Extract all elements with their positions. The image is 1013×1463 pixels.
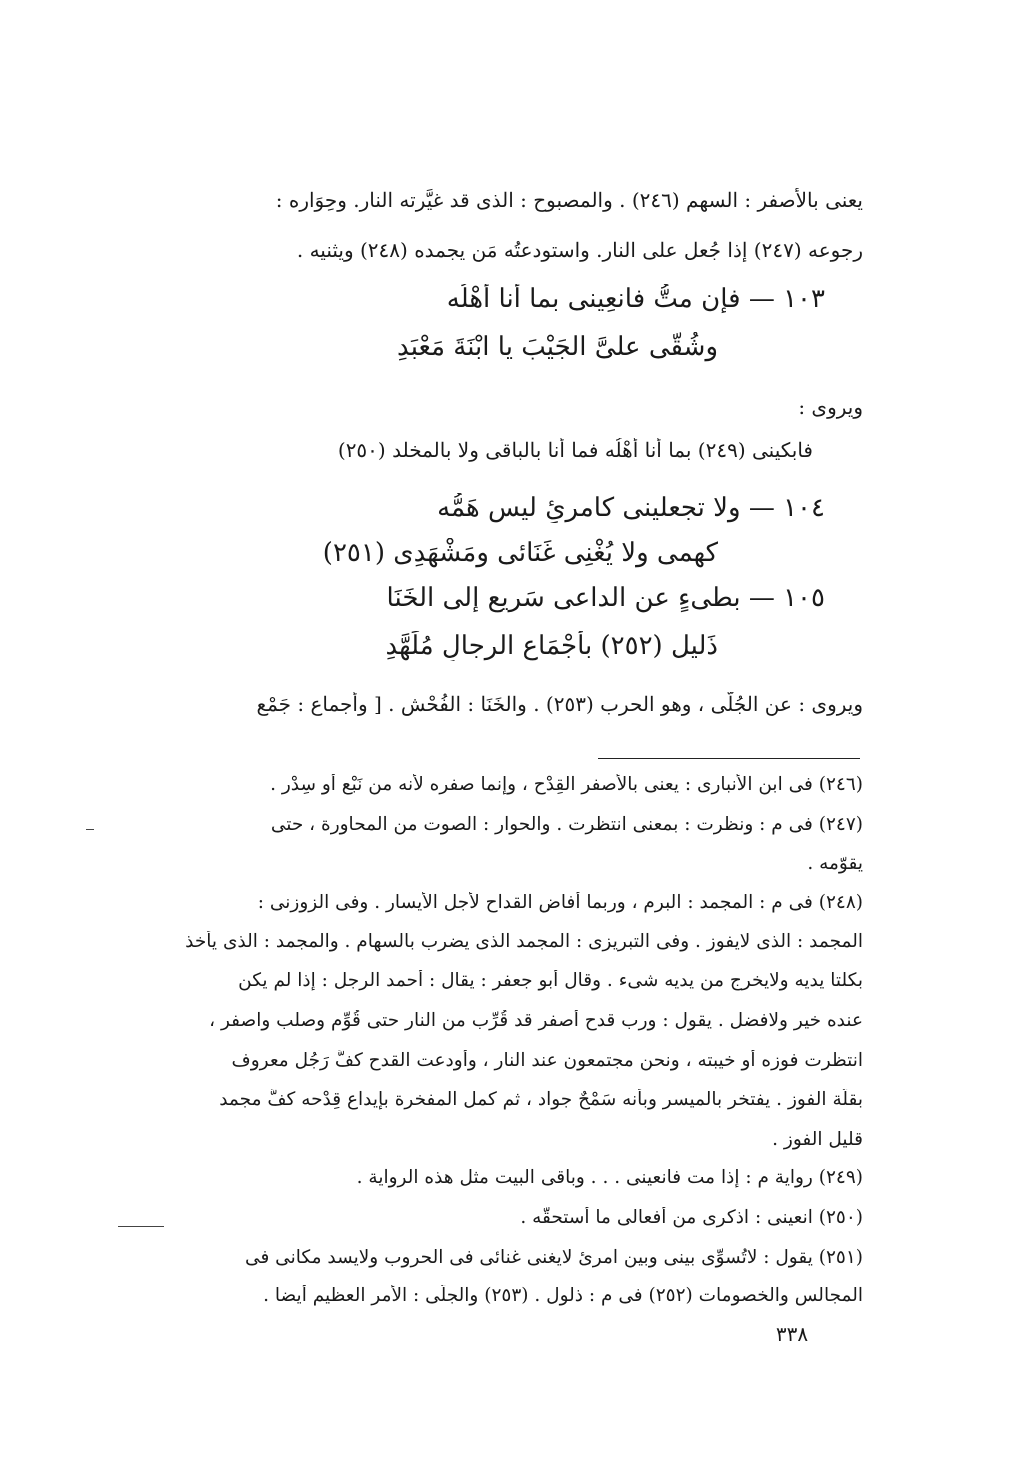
body-text-line: يعنى بالأصفر : السهم (٢٤٦) . والمصبوح : الذى قد غيَّرته النار. وحِوَاره : xyxy=(275,188,863,212)
footnote-246: (٢٤٦) فى ابن الأنبارى : يعنى بالأصفر القِدْح ، وإنما صفره لأنه من نَبْع أو سِدْر . xyxy=(270,774,863,795)
footnote-248-cont: قليل الفوز . xyxy=(772,1129,863,1150)
verse-103-first-hemistich: ١٠٣ — فإن متُّ فانعِينى بما أنا أهْلُه xyxy=(446,284,825,314)
scan-artifact-mark xyxy=(118,1226,164,1227)
footnote-248-cont: عنده خير ولافضل . يقول : ورب قدح أصفر قد قُرِّب من النار حتى قُوِّم وصلب واصفر ، xyxy=(209,1010,863,1031)
footnote-248-cont: انتظرت فوزه أو خيبته ، ونحن مجتمعون عند النار ، وأودعت القدح كفَّ رَجُل معروف xyxy=(231,1050,863,1071)
footnote-248-cont: المجمد : الذى لايفوز . وفى التبريزى : المجمد الذى يضرب بالسهام . والمجمد : الذى يأخذ xyxy=(185,931,863,952)
verse-104-first-hemistich: ١٠٤ — ولا تجعلينى كامرئٍ ليس هَمُّه xyxy=(437,493,825,523)
verse-105-second-hemistich: ذَليل (٢٥٢) بأجْمَاعِ الرجالِ مُلَهَّدِ xyxy=(385,631,718,661)
footnote-247-cont: يقوّمه . xyxy=(807,853,863,874)
body-text-line: رجوعه (٢٤٧) إذا جُعل على النار. واستودعتُه مَن يجمده (٢٤٨) ويثنيه . xyxy=(296,238,863,262)
variant-commentary: ويروى : عن الجُلَّى ، وهو الحرب (٢٥٣) . والخَنَا : الفُحْش . [ وأجماع : جَمْع xyxy=(256,692,863,716)
footnote-250: (٢٥٠) انعينى : اذكرى من أفعالى ما أستحقُّه . xyxy=(520,1207,863,1228)
footnote-248-cont: بقلّة الفوز . يفتخر بالميسر وبأنه سَمْحٌ جواد ، ثم كمل المفخرة بإيداع قِدْحه كفَّ مجمد xyxy=(219,1089,863,1110)
verse-104-second-hemistich: كهمى ولا يُغْنِى غَنَائى ومَشْهَدِى (٢٥١) xyxy=(322,538,718,568)
variant-verse: فابكينى (٢٤٩) بما أنا أهْلُه فما أنا بالباقى ولا بالمخلد (٢٥٠) xyxy=(337,438,813,462)
footnote-248-cont: بكلتا يديه ولايخرج من يديه شىء . وقال أبو جعفر : يقال : أحمد الرجل : إذا لم يكن xyxy=(238,970,863,991)
verse-105-first-hemistich: ١٠٥ — بطىءٍ عن الداعى سَرِيعٍ إلى الخَنَا xyxy=(386,583,825,613)
footnote-247: (٢٤٧) فى م : ونظرت : بمعنى انتظرت . والحوار : الصوت من المحاورة ، حتى xyxy=(270,814,863,835)
footnote-separator xyxy=(598,758,860,759)
footnote-251-252-253: المجالس والخصومات (٢٥٢) فى م : ذلول . (٢٥٣) والجلّى : الأمر العظيم أيضا . xyxy=(263,1285,863,1306)
footnote-249: (٢٤٩) رواية م : إذا مت فانعينى . . . وباقى البيت مثل هذه الرواية . xyxy=(356,1167,863,1188)
scan-artifact-mark xyxy=(86,829,94,830)
variant-label: ويروى : xyxy=(798,395,863,419)
footnote-248: (٢٤٨) فى م : المجمد : البرم ، وربما أفاض القداح لأجل الأيسار . وفى الزوزنى : xyxy=(257,892,863,913)
verse-103-second-hemistich: وشُقّى علىَّ الجَيْبَ يا ابْنَةَ مَعْبَدِ xyxy=(397,332,718,362)
page-number: ٣٣٨ xyxy=(775,1322,809,1346)
footnote-251: (٢٥١) يقول : لاتُسوِّى بينى وبين امرئ لايغنى غنائى فى الحروب ولايسد مكانى فى xyxy=(245,1247,863,1268)
